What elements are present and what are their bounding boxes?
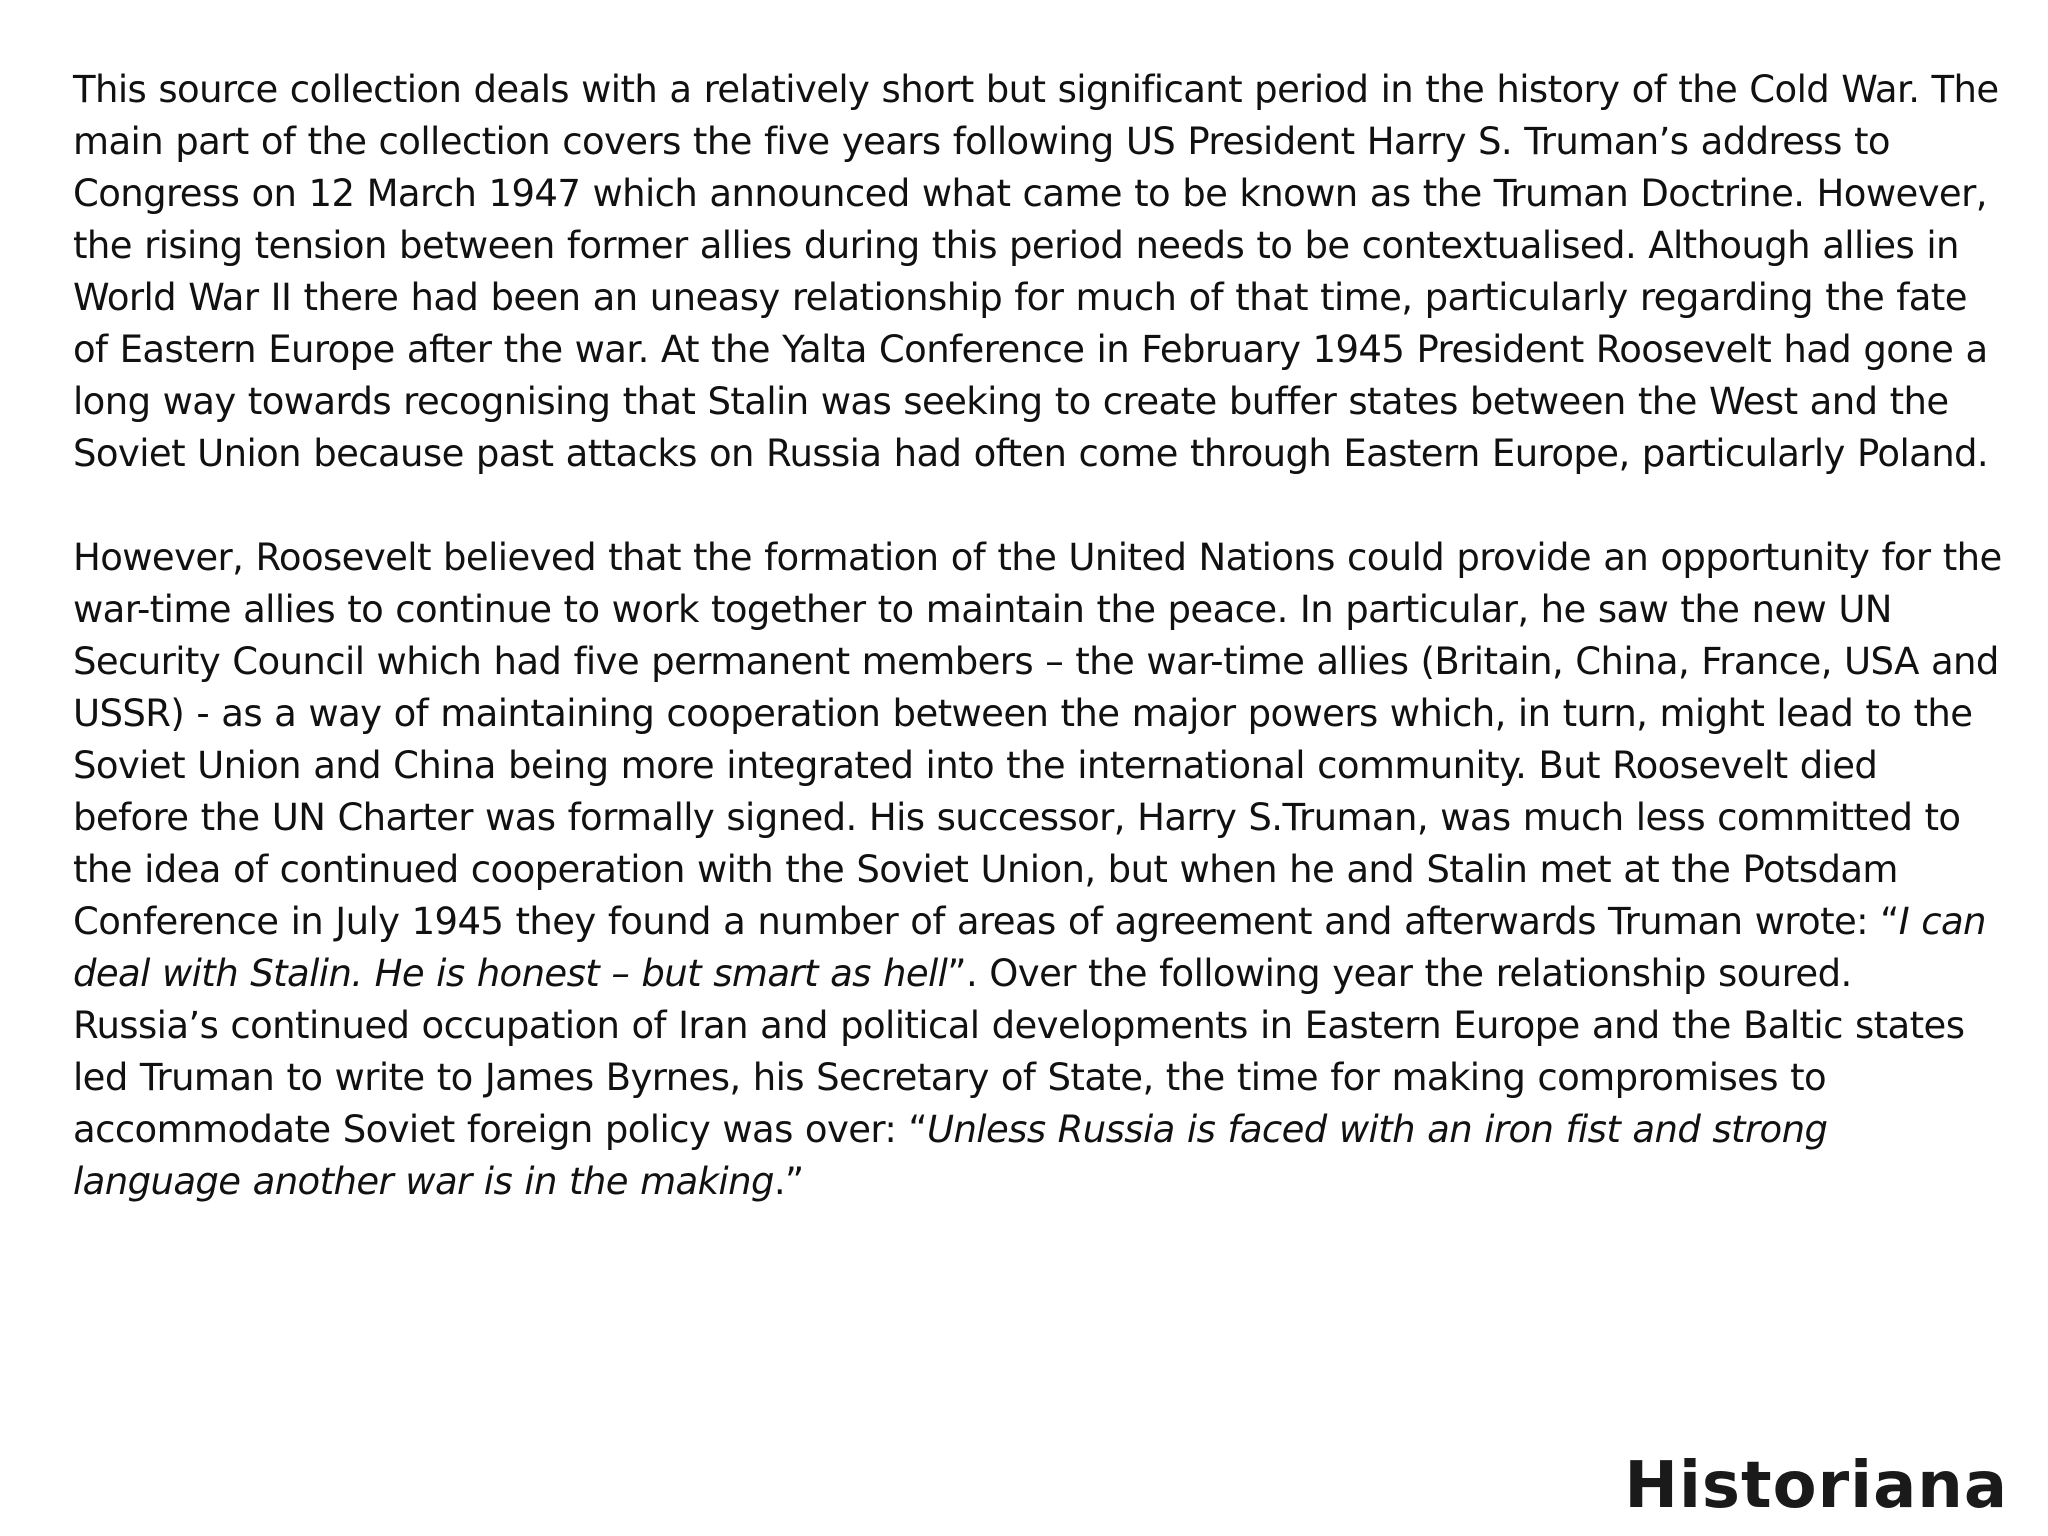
document-body bbox=[73, 64, 2003, 1208]
truman-quote-stalin: I can deal with Stalin. He is honest – but smart as hell bbox=[73, 900, 1986, 995]
paragraph-2 bbox=[73, 532, 2003, 1208]
historiana-logo: Historiana bbox=[1624, 1449, 2008, 1523]
paragraph-2-text-a: However, Roosevelt believed that the formation of the United Nations could provide an opportunity for the war-time allies to continue to work together to maintain the peace. In particular, he saw the new UN Security Council which had five permanent members – the war-time allies (Britain, China, France, USA and USSR) - as a way of maintaining cooperation between the major powers which, in turn, might lead to the Soviet Union and China being more integrated into the international community. But Roosevelt died before the UN Charter was formally signed. His successor, Harry S.Truman, was much less committed to the idea of continued cooperation with the Soviet Union, but when he and Stalin met at the Potsdam Conference in July 1945 they found a number of areas of agreement and afterwards Truman wrote: “ bbox=[73, 536, 2002, 943]
paragraph-2-text-b: ”. Over the following year the relationship soured. Russia’s continued occupation of Iran and political developments in Eastern Europe and the Baltic states led Truman to write to James Byrnes, his Secretary of State, the time for making compromises to accommodate Soviet foreign policy was over: “ bbox=[73, 952, 1965, 1151]
paragraph-1: This source collection deals with a relatively short but significant period in the history of the Cold War. The main part of the collection covers the five years following US President Harry S. Truman’s address to Congress on 12 March 1947 which announced what came to be known as the Truman Doctrine. However, the rising tension between former allies during this period needs to be contextualised. Although allies in World War II there had been an uneasy relationship for much of that time, particularly regarding the fate of Eastern Europe after the war. At the Yalta Conference in February 1945 President Roosevelt had gone a long way towards recognising that Stalin was seeking to create buffer states between the West and the Soviet Union because past attacks on Russia had often come through Eastern Europe, particularly Poland. bbox=[73, 68, 1999, 475]
paragraph-2-text-c: .” bbox=[773, 1160, 804, 1203]
truman-quote-iron-fist: Unless Russia is faced with an iron fist and strong language another war is in the making bbox=[73, 1108, 1828, 1203]
